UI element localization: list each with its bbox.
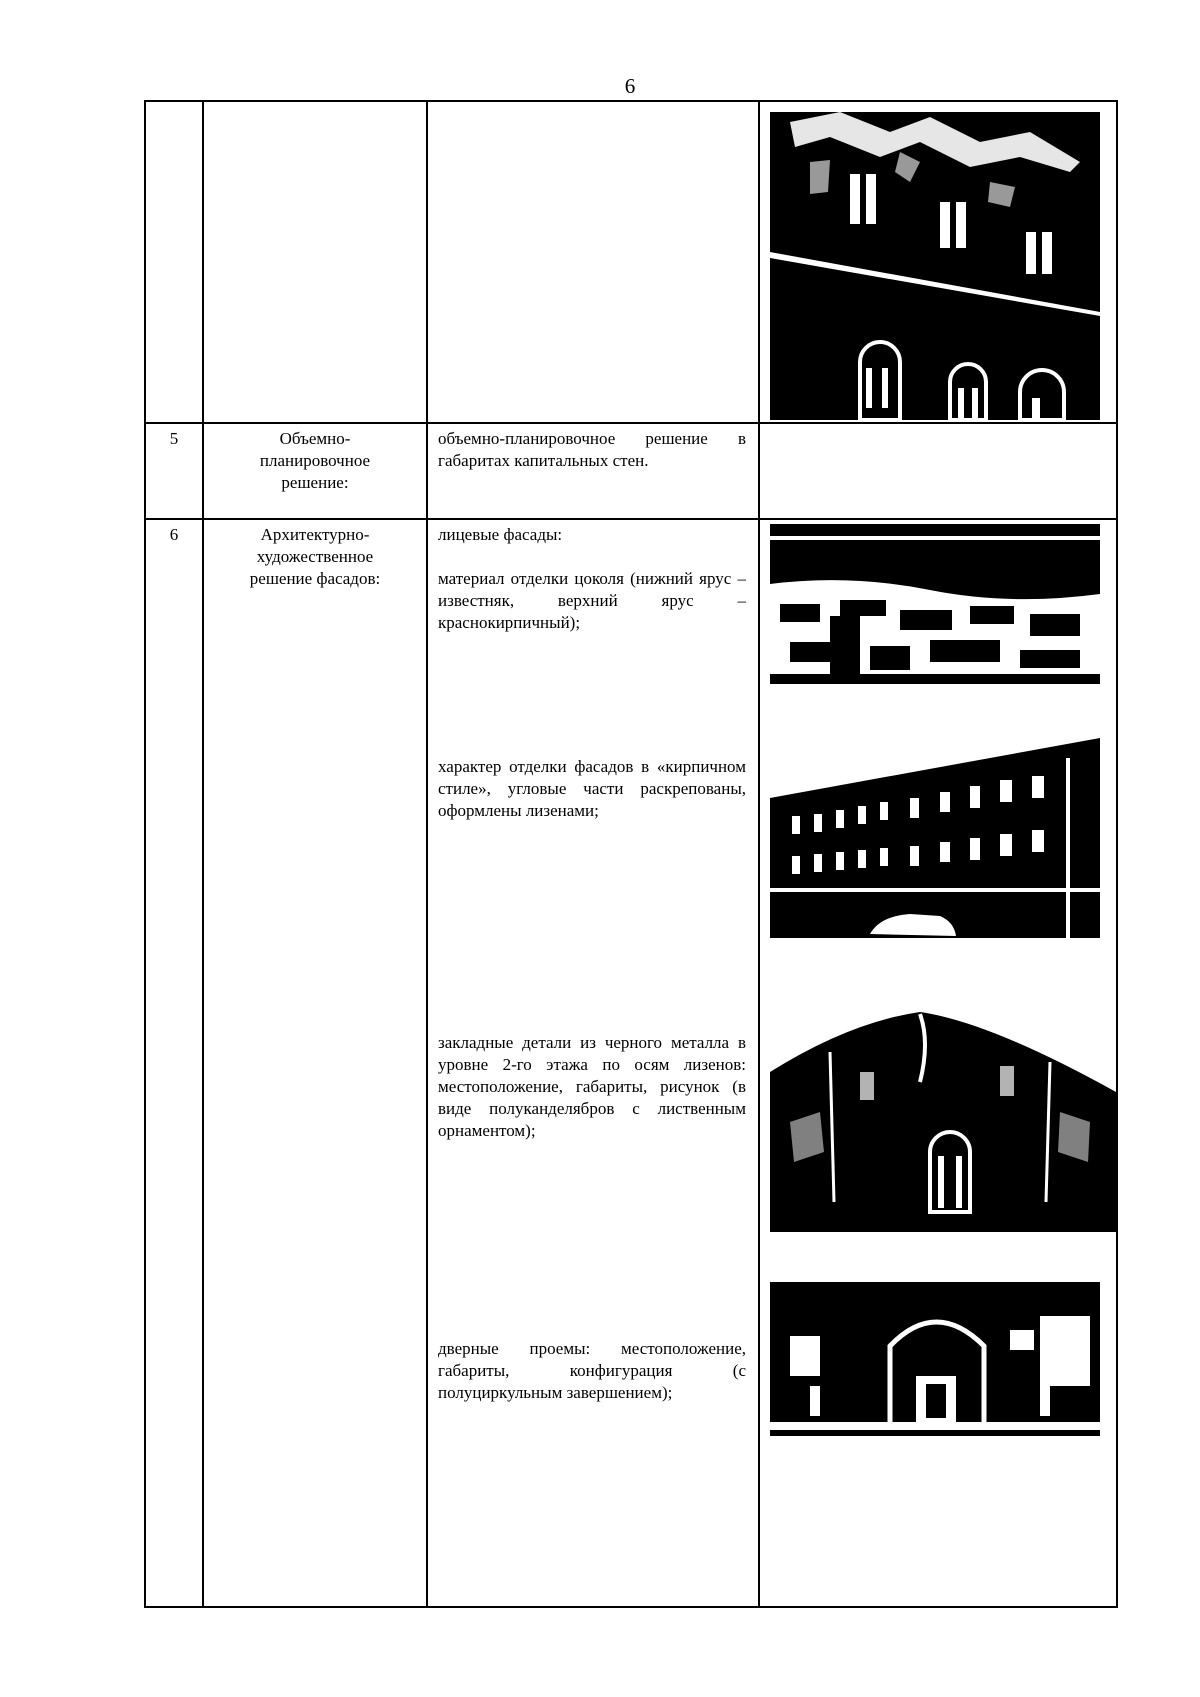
door-openings-text: дверные проемы: местоположение, габариты, конфигурация (с полуциркульным завершением);: [438, 1339, 746, 1402]
row-description: объемно-планировочное решение в габаритах капитальных стен.: [438, 429, 746, 470]
plinth-masonry-photo: [770, 524, 1100, 694]
row-photo-cell: [759, 423, 1117, 519]
row-number-cell: [145, 519, 203, 1607]
page-number: 6: [624, 74, 636, 98]
table-row: [145, 101, 1117, 423]
street-facade-photo: [770, 738, 1100, 948]
row-name: Архитектурно- художественное решение фасадов:: [249, 525, 381, 588]
row-name-cell: [203, 423, 427, 519]
row-name: Объемно- планировочное решение:: [259, 429, 371, 492]
facade-style-text: характер отделки фасадов в «кирпичном стиле», угловые части раскрепованы, оформлены лизенами;: [438, 757, 746, 820]
monument-subject-table: [144, 100, 1118, 1608]
row-name-cell: [203, 101, 427, 423]
row-number: 6: [169, 525, 179, 544]
table-row: [145, 519, 1117, 1607]
facade-upper-windows-photo: [770, 102, 1100, 420]
row-photo-cell: [759, 101, 1117, 423]
row-number-cell: [145, 101, 203, 423]
row-number-cell: [145, 423, 203, 519]
arched-entrance-photo: [770, 1276, 1100, 1444]
plinth-material-text: материал отделки цоколя (нижний ярус – известняк, верхний ярус – краснокирпичный);: [438, 569, 746, 632]
metal-details-text: закладные детали из черного металла в уровне 2-го этажа по осям лизенов: местоположение, габариты, рисунок (в виде полуканделябров с лиственным орнаментом);: [438, 1033, 746, 1140]
row-desc-cell: [427, 423, 759, 519]
row-desc-cell: [427, 519, 759, 1607]
row-number: 5: [169, 429, 179, 448]
corner-facade-photo: [770, 1002, 1116, 1232]
facade-heading: лицевые фасады:: [438, 525, 563, 544]
row-name-cell: [203, 519, 427, 1607]
row-desc-cell: [427, 101, 759, 423]
table-row: [145, 423, 1117, 519]
row-photo-cell: [759, 519, 1117, 1607]
